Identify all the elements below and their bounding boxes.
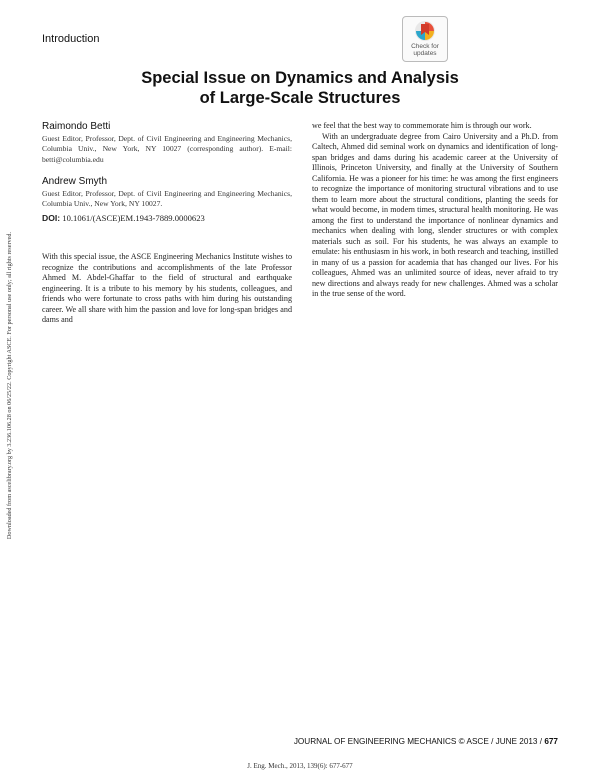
title-line-2: of Large-Scale Structures	[199, 89, 401, 107]
right-column	[312, 121, 558, 300]
author-affiliation-1: Guest Editor, Professor, Dept. of Civil Engineering and Engineering Mechanics, Columbia Univ., New York, NY 10027 (corresponding author). E-mail: betti@columbia.edu	[42, 134, 292, 164]
badge-text-line1: Check for	[411, 43, 439, 50]
left-column	[42, 252, 292, 326]
author-name-1: Raimondo Betti	[42, 121, 111, 132]
author-affiliation-2: Guest Editor, Professor, Dept. of Civil Engineering and Engineering Mechanics, Columbia Univ., New York, NY 10027.	[42, 189, 292, 209]
doi	[42, 213, 205, 223]
author-name-2: Andrew Smyth	[42, 176, 108, 187]
check-for-updates-badge[interactable]	[402, 16, 448, 62]
doi-label: DOI:	[42, 213, 61, 223]
badge-text-line2: updates	[413, 50, 437, 57]
citation: J. Eng. Mech., 2013, 139(6): 677-677	[247, 762, 353, 770]
journal-footer	[294, 737, 558, 746]
download-notice	[0, 186, 18, 586]
section-label: Introduction	[42, 33, 100, 45]
doi-value[interactable]: 10.1061/(ASCE)EM.1943-7889.0000623	[62, 213, 205, 223]
download-notice-text: Downloaded from ascelibrary.org by 3.236.106.28 on 06/25/22. Copyright ASCE. For personal use only; all rights reserved.	[5, 232, 13, 540]
page-number: 677	[544, 737, 558, 746]
body-paragraph-left: With this special issue, the ASCE Engineering Mechanics Institute wishes to recognize the contributions and accomplishments of the late Professor Ahmed M. Abdel-Ghaffar to the field of structural and earthquake engineering. It is a tribute to his memory by his students, colleagues, and friends who were fortunate to cross paths with him during his outstanding career. We all share with him the passion and love for long-span bridges and dams and	[42, 252, 292, 324]
body-paragraph-right-1: we feel that the best way to commemorate him is through our work.	[312, 121, 532, 130]
journal-footer-text: JOURNAL OF ENGINEERING MECHANICS © ASCE / JUNE 2013 /	[293, 737, 543, 746]
title-line-1: Special Issue on Dynamics and Analysis	[141, 69, 459, 87]
body-paragraph-right-2: With an undergraduate degree from Cairo University and a Ph.D. from Caltech, Ahmed did seminal work on dynamics and identification of long-span bridges and dams during his academic career at the University of Illinois, Princeton University, and finally at the University of Southern California. He was a pioneer for his time: he was among the first engineers to recognize the importance of monitoring structural vibrations and to use them to learn more about the structural conditions, planting the seeds for what would become, in modern times, structural health monitoring. He was among the first to understand the importance of nonlinear dynamics and mechanics when dealing with long, slender structures or with complex materials such as soil. For his students, he was always an example to emulate: his enthusiasm in his work, in both research and teaching, instilled in many of us a passion for academia that has changed our lives. For his colleagues, Ahmed was an unlimited source of ideas, never afraid to try new directions and always ready for new challenges. Ahmed was a scholar in the true sense of the word.	[312, 131, 558, 298]
article-title	[60, 68, 540, 108]
check-for-updates-icon	[414, 20, 436, 42]
